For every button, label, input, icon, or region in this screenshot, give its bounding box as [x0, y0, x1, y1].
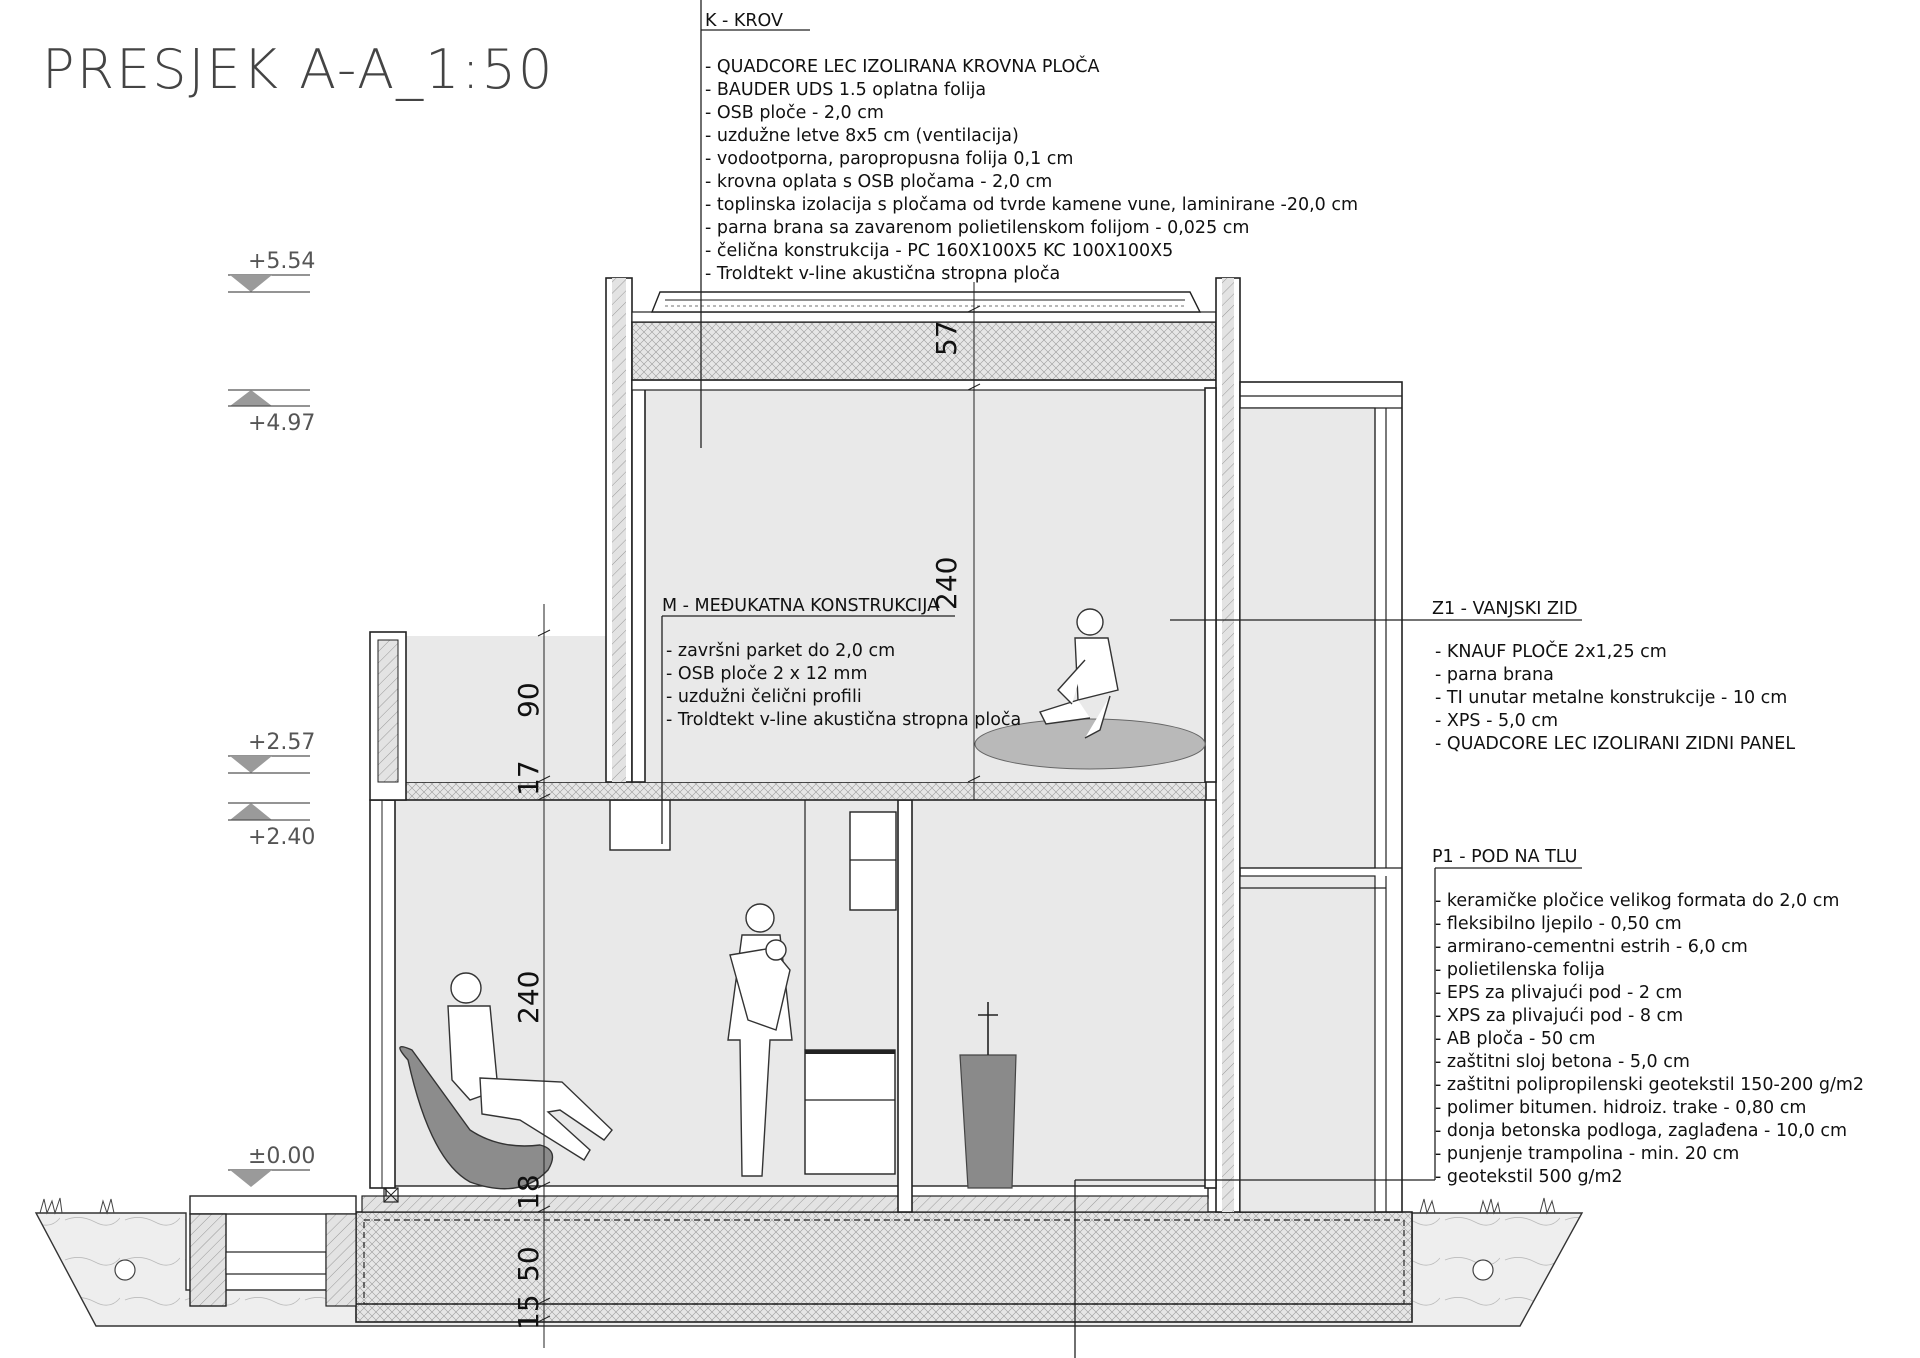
roof-spec-item: - uzdužne letve 8x5 cm (ventilacija) [705, 126, 1019, 146]
level-label-ceiling: +4.97 [248, 411, 316, 436]
ceiling-layer [632, 380, 1216, 390]
dim-upper-height: 240 [930, 556, 963, 610]
floor-spec-item: - punjenje trampolina - min. 20 cm [1435, 1144, 1740, 1164]
intermediate-spec-item: - OSB ploče 2 x 12 mm [666, 664, 868, 684]
level-marker-slab-bottom [228, 803, 315, 850]
level-marker-roof [228, 249, 315, 292]
floor-spec-item: - zaštitni sloj betona - 5,0 cm [1435, 1052, 1690, 1072]
roof-spec-item: - čelična konstrukcija - PC 160X100X5 KC 100X100X5 [705, 241, 1174, 261]
level-label-ground: ±0.00 [248, 1144, 316, 1169]
floor-spec-block [1432, 847, 1864, 1187]
intermediate-spec-heading: M - MEĐUKATNA KONSTRUKCIJA [662, 596, 940, 616]
wall-spec-block [1432, 599, 1795, 754]
floor-spec-item: - geotekstil 500 g/m2 [1435, 1167, 1623, 1187]
intermediate-spec-item: - završni parket do 2,0 cm [666, 641, 896, 661]
floor-vase [960, 1055, 1016, 1188]
dim-roof: 57 [930, 320, 963, 356]
floor-spec-item: - polietilenska folija [1435, 960, 1606, 980]
roof-spec-item: - krovna oplata s OSB pločama - 2,0 cm [705, 172, 1053, 192]
roof-spec-item: - BAUDER UDS 1.5 oplatna folija [705, 80, 987, 100]
floor-spec-item: - AB ploča - 50 cm [1435, 1029, 1596, 1049]
floor-spec-item: - armirano-cementni estrih - 6,0 cm [1435, 937, 1748, 957]
intermediate-spec-item: - Troldtekt v-line akustična stropna ploča [666, 710, 1022, 730]
wall-spec-item: - KNAUF PLOČE 2x1,25 cm [1435, 642, 1667, 662]
annex [1240, 382, 1402, 1212]
floor-spec-heading: P1 - POD NA TLU [1432, 847, 1578, 867]
dim-ground-floor: 18 [512, 1174, 545, 1210]
intermediate-slab [386, 782, 1206, 800]
level-label-upper-floor: +2.57 [248, 730, 316, 755]
terrace-step [190, 1196, 356, 1214]
drawing-title: PRESJEK A-A_1:50 [42, 38, 555, 101]
wall-spec-heading: Z1 - VANJSKI ZID [1432, 599, 1578, 619]
floor-spec-item: - fleksibilno ljepilo - 0,50 cm [1435, 914, 1682, 934]
roof-spec-heading: K - KROV [705, 11, 783, 31]
dim-foundation: 50 [512, 1246, 545, 1282]
dim-ground-height: 240 [512, 970, 545, 1024]
dim-floor-slab: 17 [512, 760, 545, 796]
roof-spec-item: - vodootporna, paropropusna folija 0,1 cm [705, 149, 1074, 169]
roof-spec-block [705, 11, 1358, 284]
level-label-slab-bottom: +2.40 [248, 825, 316, 850]
wall-spec-item: - XPS - 5,0 cm [1435, 711, 1559, 731]
roof-spec-item: - QUADCORE LEC IZOLIRANA KROVNA PLOČA [705, 57, 1100, 77]
floor-spec-item: - donja betonska podloga, zaglađena - 10,0 cm [1435, 1121, 1848, 1141]
roof-spec-item: - parna brana sa zavarenom polietilenskom folijom - 0,025 cm [705, 218, 1250, 238]
kitchen-counter [805, 1050, 895, 1174]
floor-spec-item: - XPS za plivajući pod - 8 cm [1435, 1006, 1684, 1026]
roof-spec-item: - OSB ploče - 2,0 cm [705, 103, 884, 123]
level-marker-ground [228, 1144, 315, 1187]
level-label-roof: +5.54 [248, 249, 316, 274]
intermediate-spec-item: - uzdužni čelični profili [666, 687, 862, 707]
floor-spec-item: - keramičke pločice velikog formata do 2,0 cm [1435, 891, 1840, 911]
wall-spec-item: - QUADCORE LEC IZOLIRANI ZIDNI PANEL [1435, 734, 1796, 754]
level-marker-ceiling [228, 390, 315, 436]
level-marker-upper-floor [228, 730, 315, 773]
dim-railing: 90 [512, 682, 545, 718]
wall-spec-item: - TI unutar metalne konstrukcije - 10 cm [1435, 688, 1788, 708]
roof-spec-item: - Troldtekt v-line akustična stropna ploča [705, 264, 1061, 284]
dim-base-layer: 15 [512, 1294, 545, 1330]
floor-spec-item: - EPS za plivajući pod - 2 cm [1435, 983, 1683, 1003]
floor-spec-item: - zaštitni polipropilenski geotekstil 150-200 g/m2 [1435, 1075, 1865, 1095]
roof-insulation [632, 322, 1216, 380]
wall-spec-item: - parna brana [1435, 665, 1554, 685]
roof-spec-item: - toplinska izolacija s pločama od tvrde kamene vune, laminirane -20,0 cm [705, 195, 1359, 215]
upper-cabinet [850, 812, 896, 910]
floor-spec-item: - polimer bitumen. hidroiz. trake - 0,80 cm [1435, 1098, 1807, 1118]
roof-panel [652, 292, 1200, 312]
